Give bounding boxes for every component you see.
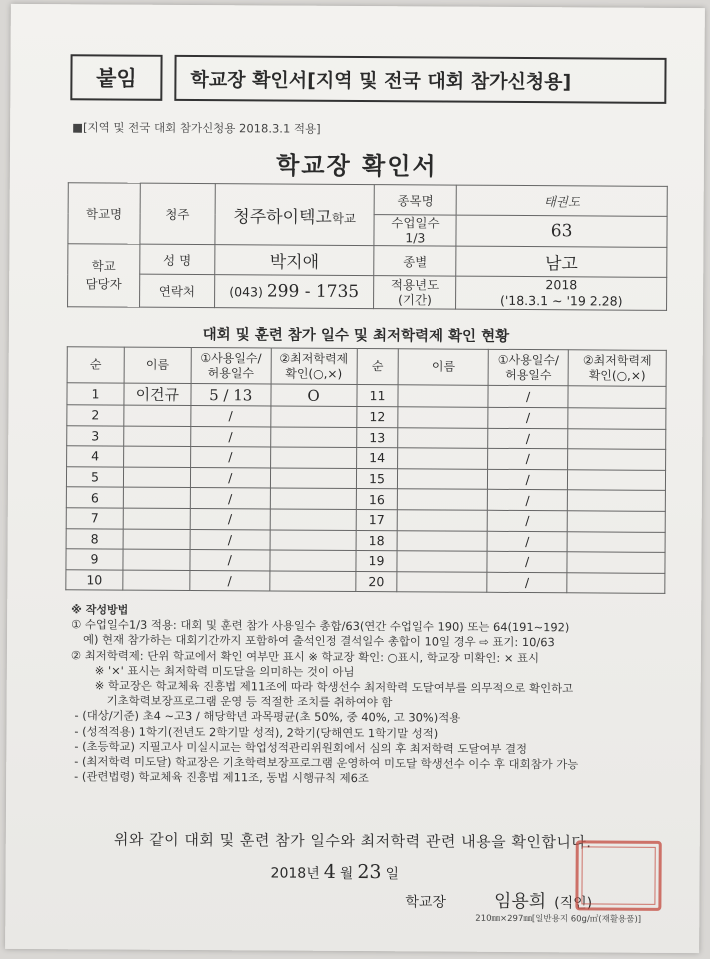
row-name-left <box>124 426 191 447</box>
row-check-right <box>567 552 665 573</box>
guide-line: - (최저학력 미도달) 학교장은 기초학력보장프로그램 운영하여 미도달 학생선수 이수 후 대회참가 가능 <box>74 754 579 772</box>
guide-line: ② 최저학력제: 단위 학교에서 확인 여부만 표시 ※ 학교장 확인: ○표시, 학교장 미확인: × 표시 <box>70 647 540 665</box>
document-page <box>5 4 705 953</box>
guide-line: - (초등학교) 지필고사 미실시교는 학업성적관리위원회에서 심의 후 최저학력 도달여부 결정 <box>74 739 528 756</box>
row-check-left <box>270 427 356 448</box>
status-rows <box>66 383 666 594</box>
row-no-right: 12 <box>356 407 398 428</box>
row-check-left <box>270 406 356 427</box>
row-days-left: / <box>190 550 270 571</box>
col-days-left <box>191 347 271 383</box>
date-day: 23 <box>357 861 382 884</box>
row-name-right <box>398 407 488 428</box>
row-no-right: 18 <box>356 530 398 551</box>
col-days-right <box>488 349 568 385</box>
school-name-cell <box>215 184 375 246</box>
row-check-right <box>568 408 666 429</box>
guide-line: 기초학력보장프로그램 운영 등 적절한 조치를 취하여야 함 <box>106 693 393 710</box>
date-day-unit: 일 <box>385 866 400 883</box>
row-check-left <box>269 571 355 592</box>
row-name-right <box>398 489 488 510</box>
row-no-left: 7 <box>66 508 123 529</box>
row-no-right: 15 <box>356 468 398 489</box>
row-days-right: / <box>488 448 568 469</box>
gender-label: 종별 <box>374 246 456 276</box>
row-name-right <box>398 448 488 469</box>
row-name-right <box>397 551 487 572</box>
row-no-right: 14 <box>356 448 398 469</box>
row-check-left <box>270 530 356 551</box>
row-days-left: / <box>190 467 270 488</box>
guide-line: ※ 학교장은 학교체육 진흥법 제11조에 따라 학생선수 최저학력 도달여부를 의무적으로 확인하고 <box>94 678 574 696</box>
col-days-right-2: 허용일수 <box>505 367 552 382</box>
paper-spec-footer: 210㎜×297㎜[일반용지 60g/㎡(재활용품)] <box>475 913 642 925</box>
class-days-value: 63 <box>456 215 667 247</box>
col-check-left-1: ②최저학력제 <box>279 351 349 366</box>
contact-cell <box>214 275 374 309</box>
row-days-left: / <box>191 405 271 426</box>
row-no-right: 11 <box>356 385 398 407</box>
guide-line: ※ '×' 표시는 최저학력 미도달을 의미하는 것이 아님 <box>94 663 355 679</box>
row-check-right <box>568 470 666 491</box>
row-no-left: 1 <box>67 383 124 405</box>
row-days-right: / <box>488 385 568 407</box>
row-name-right <box>398 530 488 551</box>
row-name-right <box>397 572 487 593</box>
row-no-right: 19 <box>355 551 397 572</box>
attachment-tag: 붙임 <box>70 54 162 101</box>
row-check-left: O <box>271 384 357 407</box>
col-no-right: 순 <box>357 349 399 385</box>
row-days-left: / <box>190 570 270 591</box>
row-name-left <box>124 405 191 426</box>
row-days-right: / <box>487 572 567 593</box>
col-check-right-2: 확인(○,×) <box>588 367 646 383</box>
row-check-left <box>270 488 356 509</box>
row-days-right: / <box>488 407 568 428</box>
row-days-left: / <box>190 529 270 550</box>
period-value: ('18.3.1 ~ '19 2.28) <box>499 292 623 309</box>
col-name-right: 이름 <box>399 349 489 386</box>
header <box>70 54 666 108</box>
region: 청주 <box>140 183 215 244</box>
row-check-right <box>568 428 666 449</box>
class-days-label <box>374 215 456 246</box>
writing-guide <box>70 602 671 788</box>
manager-label-2: 담당자 <box>85 276 122 292</box>
contact-number: 299 - 1735 <box>266 281 360 303</box>
document-title: 학교장 확인서 <box>276 151 438 181</box>
col-no-left: 순 <box>67 347 124 383</box>
contact-label: 연락처 <box>139 274 214 307</box>
sport-label: 종목명 <box>375 185 457 215</box>
row-name-left <box>123 446 190 467</box>
school-label: 학교명 <box>68 183 140 244</box>
row-check-right <box>567 573 665 594</box>
col-check-right-1: ②최저학력제 <box>582 352 652 368</box>
col-days-left-1: ①사용일수/ <box>200 350 262 365</box>
row-no-right: 13 <box>356 427 398 448</box>
row-no-left: 9 <box>66 549 123 570</box>
row-no-left: 4 <box>67 446 124 467</box>
row-days-left: / <box>190 426 270 447</box>
class-days-label-2: 1/3 <box>405 230 426 246</box>
school-suffix: 학교 <box>331 210 357 226</box>
manager-label-1: 학교 <box>91 258 116 274</box>
row-check-left <box>270 550 356 571</box>
year-cell <box>456 276 667 310</box>
date-year: 2018년 <box>270 865 320 882</box>
signature-line <box>405 886 592 913</box>
row-name-left <box>123 529 190 550</box>
col-check-left <box>271 348 357 385</box>
date-line <box>271 860 400 883</box>
col-check-right <box>568 350 666 387</box>
guide-line: 예) 현재 참가하는 대회기간까지 포함하여 출석인정 결석일수 총합이 10일 경우 ⇨ 표기: 10/63 <box>82 632 555 650</box>
row-days-left: / <box>190 447 270 468</box>
row-check-right <box>568 386 666 409</box>
school-name: 청주하이텍고 <box>233 206 332 228</box>
row-name-left <box>123 508 190 529</box>
row-no-right: 16 <box>356 489 398 510</box>
col-name-left: 이름 <box>124 347 191 383</box>
row-no-left: 2 <box>67 405 124 426</box>
guide-line: - (관련법령) 학교체육 진흥법 제11조, 동법 시행규칙 제6조 <box>74 769 369 786</box>
row-name-left <box>123 467 190 488</box>
manager-label <box>68 244 140 307</box>
guide-line: - (성적적용) 1학기(전년도 2학기말 성적), 2학기(당해연도 1학기말 성적) <box>74 723 439 741</box>
row-days-left: 5 / 13 <box>191 383 271 405</box>
row-name-left <box>123 549 190 570</box>
year-label-2: (기간) <box>397 292 432 308</box>
status-table <box>65 346 666 594</box>
row-check-left <box>270 509 356 530</box>
row-name-left: 이건규 <box>124 383 191 405</box>
row-days-right: / <box>487 531 567 552</box>
year-label-1: 적용년도 <box>390 277 440 293</box>
guide-line: ① 수업일수1/3 적용: 대회 및 훈련 참가 사용일수 총합/63(연간 수업일수 190) 또는 64(191~192) <box>71 617 570 635</box>
status-header-row <box>67 347 666 387</box>
row-days-right: / <box>488 428 568 449</box>
confirmation-statement: 위와 같이 대회 및 훈련 참가 일수와 최저학력 관련 내용을 확인합니다. <box>113 830 592 852</box>
form-note: ■[지역 및 전국 대회 참가신청용 2018.3.1 적용] <box>72 120 321 136</box>
official-seal-stamp <box>575 840 661 911</box>
row-check-right <box>567 531 665 552</box>
row-name-left <box>123 570 190 591</box>
row-no-left: 3 <box>67 425 124 446</box>
row-check-left <box>270 447 356 468</box>
principal-label: 학교장 <box>405 894 447 911</box>
row-days-right: / <box>488 469 568 490</box>
row-no-left: 8 <box>66 528 123 549</box>
row-no-right: 17 <box>356 509 398 530</box>
row-days-left: / <box>190 508 270 529</box>
col-days-right-1: ①사용일수/ <box>497 352 560 367</box>
seal-inner-border <box>581 846 655 904</box>
seal-note: (직인) <box>554 895 593 912</box>
row-days-right: / <box>487 510 567 531</box>
row-days-left: / <box>190 488 270 509</box>
sport-value: 태권도 <box>456 185 667 216</box>
year-value: 2018 <box>545 277 578 293</box>
guide-line: - (대상/기준) 초4 ~고3 / 해당학년 과목평균(초 50%, 중 40%, 고 30%)적용 <box>74 708 461 726</box>
row-check-right <box>568 449 666 470</box>
class-days-label-1: 수업일수 <box>391 215 440 231</box>
row-name-right <box>398 427 488 448</box>
name-label: 성 명 <box>140 244 215 274</box>
date-month-unit: 월 <box>339 865 354 882</box>
info-table <box>67 182 668 311</box>
guide-head: ※ 작성방법 <box>71 603 129 617</box>
row-name-left <box>123 487 190 508</box>
principal-name: 임용희 <box>493 890 547 913</box>
table-row <box>67 383 666 409</box>
col-days-left-2: 허용일수 <box>207 365 255 380</box>
row-days-right: / <box>487 551 567 572</box>
col-check-left-2: 확인(○,×) <box>285 366 343 381</box>
row-no-right: 20 <box>355 571 397 592</box>
row-check-left <box>270 468 356 489</box>
year-label <box>374 276 456 309</box>
contact-prefix: (043) <box>229 284 263 300</box>
row-name-right <box>398 385 488 408</box>
row-name-right <box>398 469 488 490</box>
header-title: 학교장 확인서[지역 및 전국 대회 참가신청용] <box>174 55 666 104</box>
status-title: 대회 및 훈련 참가 일수 및 최저학력제 확인 현황 <box>202 327 510 345</box>
row-no-left: 10 <box>66 569 123 590</box>
row-check-right <box>567 511 665 532</box>
row-no-left: 6 <box>66 487 123 508</box>
date-month: 4 <box>323 860 336 883</box>
row-name-right <box>398 510 488 531</box>
row-no-left: 5 <box>66 467 123 488</box>
row-days-right: / <box>488 490 568 511</box>
row-check-right <box>567 490 665 511</box>
manager-name: 박지애 <box>214 245 374 276</box>
table-row <box>66 569 665 593</box>
gender-value: 남고 <box>456 246 667 277</box>
